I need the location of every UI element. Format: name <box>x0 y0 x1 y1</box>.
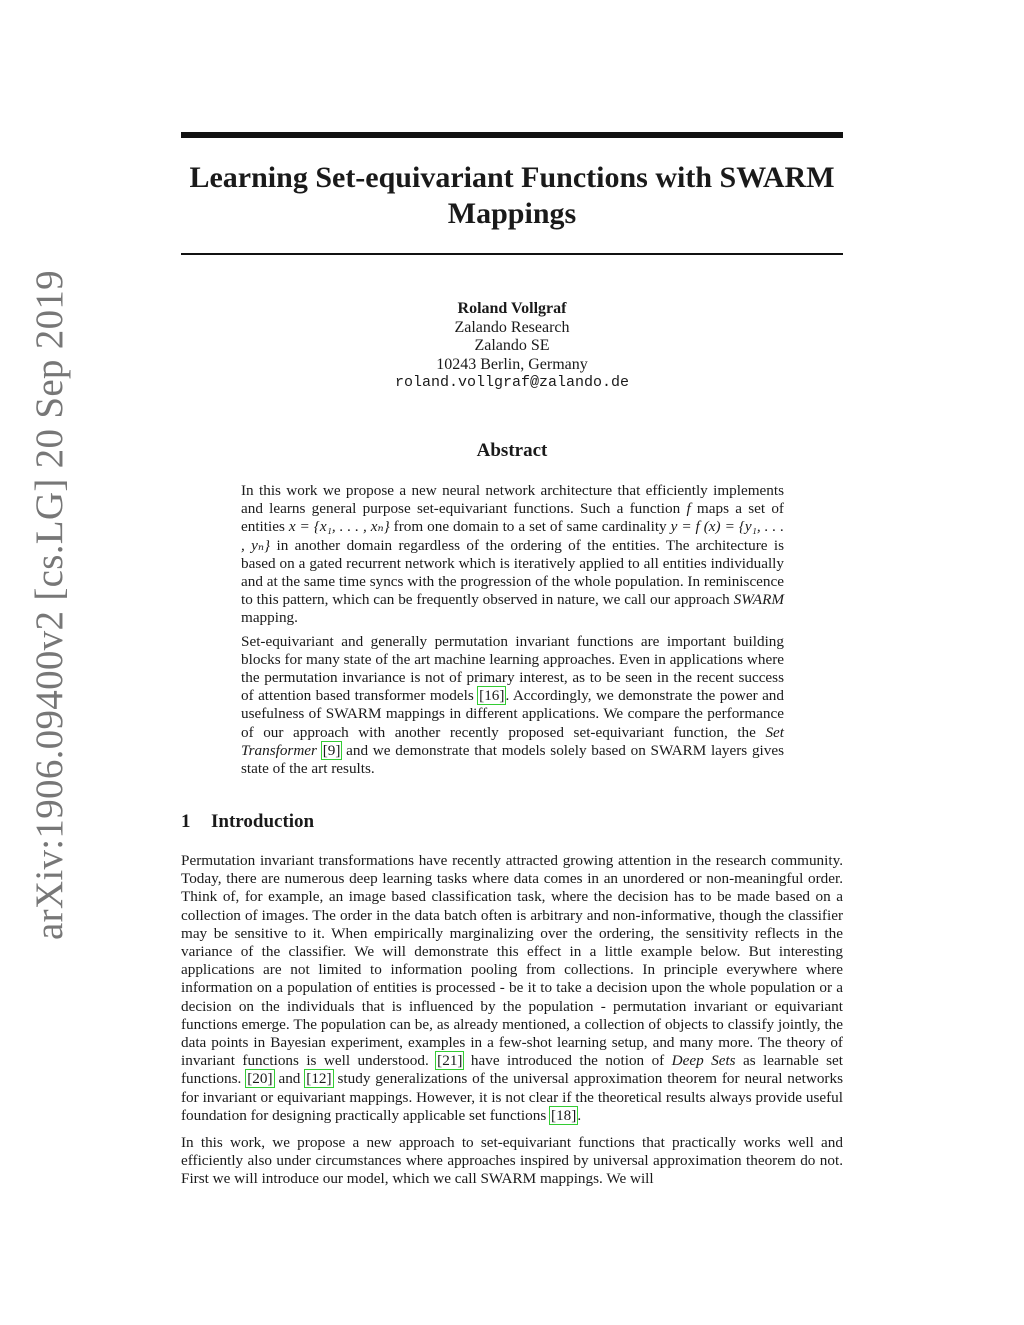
citation-link-20[interactable]: [20] <box>247 1070 273 1088</box>
citation-link-9[interactable]: [9] <box>322 741 341 759</box>
abstract-paragraph-1 <box>241 482 784 628</box>
abstract-text: from one domain to a set of same cardinality <box>389 518 671 536</box>
title-rule-top <box>181 132 843 138</box>
abstract-text: and we demonstrate that models solely based on SWARM layers gives state of the art results. <box>241 741 785 778</box>
body-text: Permutation invariant transformations have recently attracted growing attention in the research community. Today, there are numerous deep learning tasks where data comes in an unordered or non-meaningful order. Think of, for example, an image based classification task, where the decision has to be made based on a collection of images. The order in the data batch often is arbitrary and non-informative, though the classifier may be sensitive to it. When empirically marginalizing over the ordering, the sensitivity reflects in the variance of the classifier. We will demonstrate this effect in a little example below. But interesting applications are not limited to information pooling from collections. In principle everywhere where information on a population of entities is processed - be it to take a decision upon the whole population or a decision on the individuals that is influenced by the population - permutation invariant or equivariant functions emerge. The population can be, as already mentioned, a collection of objects to classify jointly, the data points in Bayesian experiment, examples in a few-shot learning setup, and many more. The theory of invariant functions is well understood. <box>181 852 843 1070</box>
abstract-text: . Accordingly, we demonstrate the power and usefulness of SWARM mappings in different applications. We compare the performance of our approach with another recently proposed set-equivariant function, the <box>241 687 784 741</box>
math-set-y: y = f (x) = {y₁, . . . , yₙ} <box>241 518 784 554</box>
section-heading-introduction <box>181 811 843 833</box>
emphasis-deep-sets: Deep Sets <box>671 1052 736 1070</box>
citation-link-18[interactable]: [18] <box>551 1106 577 1124</box>
paper-title: Learning Set-equivariant Functions with SWARM Mappings <box>189 161 835 230</box>
author-email: roland.vollgraf@zalando.de <box>394 374 630 391</box>
abstract-heading: Abstract <box>476 440 548 461</box>
abstract-text: maps a set of entities <box>241 500 784 536</box>
abstract-text: Set-equivariant and generally permutation invariant functions are important building blocks for many state of the art machine learning approaches. Even in applications where the permutation invariance is not of primary interest, as to be seen in the recent success of attention based transformer models <box>241 632 784 705</box>
emphasis-swarm: SWARM <box>733 591 784 609</box>
body-text: . <box>577 1106 582 1124</box>
author-address: 10243 Berlin, Germany <box>436 355 588 373</box>
abstract-text: in another domain regardless of the ordering of the entities. The architecture is based on a gated recurrent network which is iteratively applied to all entities individually and at the same time syncs with the progression of the whole population. In reminiscence to this pattern, which can be frequently observed in nature, we call our approach <box>241 536 784 609</box>
title-rule-bottom <box>181 253 843 255</box>
citation-link-12[interactable]: [12] <box>306 1070 332 1088</box>
author-name: Roland Vollgraf <box>457 300 567 317</box>
body-text: and <box>273 1070 306 1088</box>
citation-link-16[interactable]: [16] <box>479 687 505 705</box>
intro-paragraph-1 <box>181 852 843 1125</box>
citation-link-21[interactable]: [21] <box>437 1052 463 1070</box>
abstract-body <box>241 482 784 783</box>
body-text: study generalizations of the universal approximation theorem for neural networks for invariant or equivariant mappings. However, it is not clear if the theoretical results always provide useful foundation for designing practically applicable set functions <box>181 1070 843 1124</box>
math-set-x: x = {x₁, . . . , xₙ} <box>288 518 390 536</box>
body-text: have introduced the notion of <box>463 1052 672 1070</box>
abstract-paragraph-2 <box>241 633 784 779</box>
math-f: f <box>686 500 691 518</box>
section-title: Introduction <box>211 811 315 832</box>
introduction-body <box>181 852 843 1198</box>
abstract-text: mapping. <box>241 609 298 627</box>
author-affiliation-2: Zalando SE <box>474 337 550 354</box>
emphasis-set-transformer: Set Transformer <box>241 723 784 759</box>
arxiv-identifier-text: arXiv:1906.09400v2 [cs.LG] 20 Sep 2019 <box>28 270 71 940</box>
abstract-text <box>317 742 322 759</box>
abstract-text: In this work we propose a new neural network architecture that efficiently implements and learns general purpose set-equivariant functions. Such a function <box>241 482 784 518</box>
body-text: as learnable set functions. <box>181 1052 844 1088</box>
section-number: 1 <box>181 811 191 832</box>
author-affiliation-1: Zalando Research <box>454 318 570 336</box>
author-block <box>181 300 843 393</box>
intro-paragraph-2: In this work, we propose a new approach to set-equivariant functions that practically works well and efficiently also under circumstances where approaches inspired by universal approximation theorem do not. First we will introduce our model, which we call SWARM mappings. We will <box>181 1134 843 1188</box>
